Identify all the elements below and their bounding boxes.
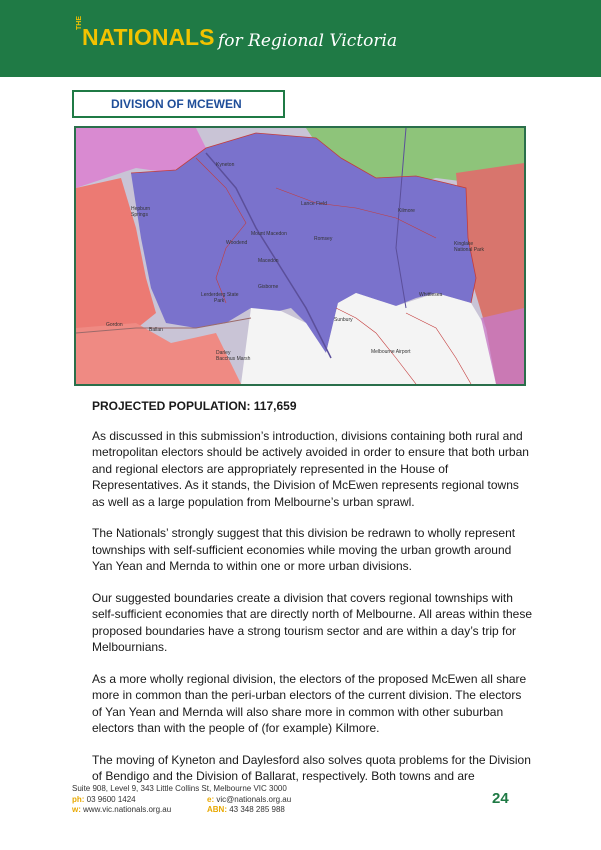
population-heading: PROJECTED POPULATION: 117,659 <box>92 399 297 413</box>
svg-text:Lerderderg State: Lerderderg State <box>201 292 239 298</box>
paragraph: The Nationals’ strongly suggest that this division be redrawn to wholly represent townships with self-sufficient economies while moving the urban growth around Yan Yean and Mernda to within one or more urban divisions. <box>92 526 516 573</box>
email-label: e: <box>207 794 215 804</box>
svg-text:Sunbury: Sunbury <box>334 317 353 323</box>
svg-text:Kinglake: Kinglake <box>454 241 474 247</box>
map-graphic <box>76 128 524 384</box>
paragraph: As discussed in this submission’s introduction, divisions containing both rural and metropolitan electors should be actively avoided in order to ensure that both urban and regional electors are appropriately represented in the House of Representatives. As it stands, the Division of McEwen represents regional towns as well as a large population from Melbourne’s urban sprawl. <box>92 428 529 509</box>
svg-text:Darley: Darley <box>216 350 231 356</box>
svg-text:Whittlesea: Whittlesea <box>419 292 443 298</box>
paragraph: As a more wholly regional division, the electors of the proposed McEwen all share more in common than the peri-urban electors of the current division. The electors of Yan Yean and Mernda will also share more in common with other suburban electors than with the people of (for example) Kilmore. <box>92 671 527 735</box>
section-title-box <box>72 90 285 118</box>
logo-wordmark: NATIONALS <box>82 24 215 50</box>
website-link[interactable]: www.vic.nationals.org.au <box>83 805 172 814</box>
paragraph: The moving of Kyneton and Daylesford also solves quota problems for the Division of Bendigo and the Division of Ballarat, respectively. Both towns and are <box>92 752 531 783</box>
abn-group <box>207 805 285 816</box>
main-content <box>92 398 532 800</box>
svg-text:Springs: Springs <box>131 212 148 218</box>
svg-text:Hepburn: Hepburn <box>131 206 151 212</box>
svg-text:Gordon: Gordon <box>106 322 123 328</box>
svg-text:Gisborne: Gisborne <box>258 284 279 290</box>
svg-text:Mount Macedon: Mount Macedon <box>251 231 287 237</box>
svg-text:Melbourne Airport: Melbourne Airport <box>371 349 411 355</box>
footer-contact <box>72 784 292 816</box>
abn-number: 43 348 285 988 <box>229 805 285 814</box>
svg-text:Lance Field: Lance Field <box>301 201 327 207</box>
svg-text:Kyneton: Kyneton <box>216 162 235 168</box>
abn-label: ABN: <box>207 805 227 814</box>
svg-text:Macedon: Macedon <box>258 258 279 264</box>
email-link[interactable]: vic@nationals.org.au <box>216 794 292 804</box>
svg-text:Bacchus Marsh: Bacchus Marsh <box>216 356 251 362</box>
svg-text:Kilmore: Kilmore <box>398 208 415 214</box>
logo-the-text: THE <box>76 16 83 30</box>
division-map <box>74 126 526 386</box>
header-banner <box>0 0 601 77</box>
svg-text:Park: Park <box>214 298 225 304</box>
phone-label: ph: <box>72 794 85 804</box>
svg-text:Ballan: Ballan <box>149 327 163 333</box>
footer-address: Suite 908, Level 9, 343 Little Collins St, Melbourne VIC 3000 <box>72 784 287 793</box>
svg-text:National Park: National Park <box>454 247 485 253</box>
email-group <box>207 795 291 806</box>
logo-tagline: for Regional Victoria <box>218 31 398 51</box>
website-label: w: <box>72 805 81 814</box>
svg-text:Romsey: Romsey <box>314 236 333 242</box>
section-title: DIVISION OF MCEWEN <box>111 97 242 111</box>
phone-number: 03 9600 1424 <box>86 794 136 804</box>
svg-text:Woodend: Woodend <box>226 240 248 246</box>
page-number: 24 <box>492 790 509 807</box>
paragraph: Our suggested boundaries create a division that covers regional townships with self-sufficient economies that are directly north of Melbourne. All areas within these proposed boundaries have a strong tourism sector and are within a day’s trip for Melbournians. <box>92 590 533 654</box>
